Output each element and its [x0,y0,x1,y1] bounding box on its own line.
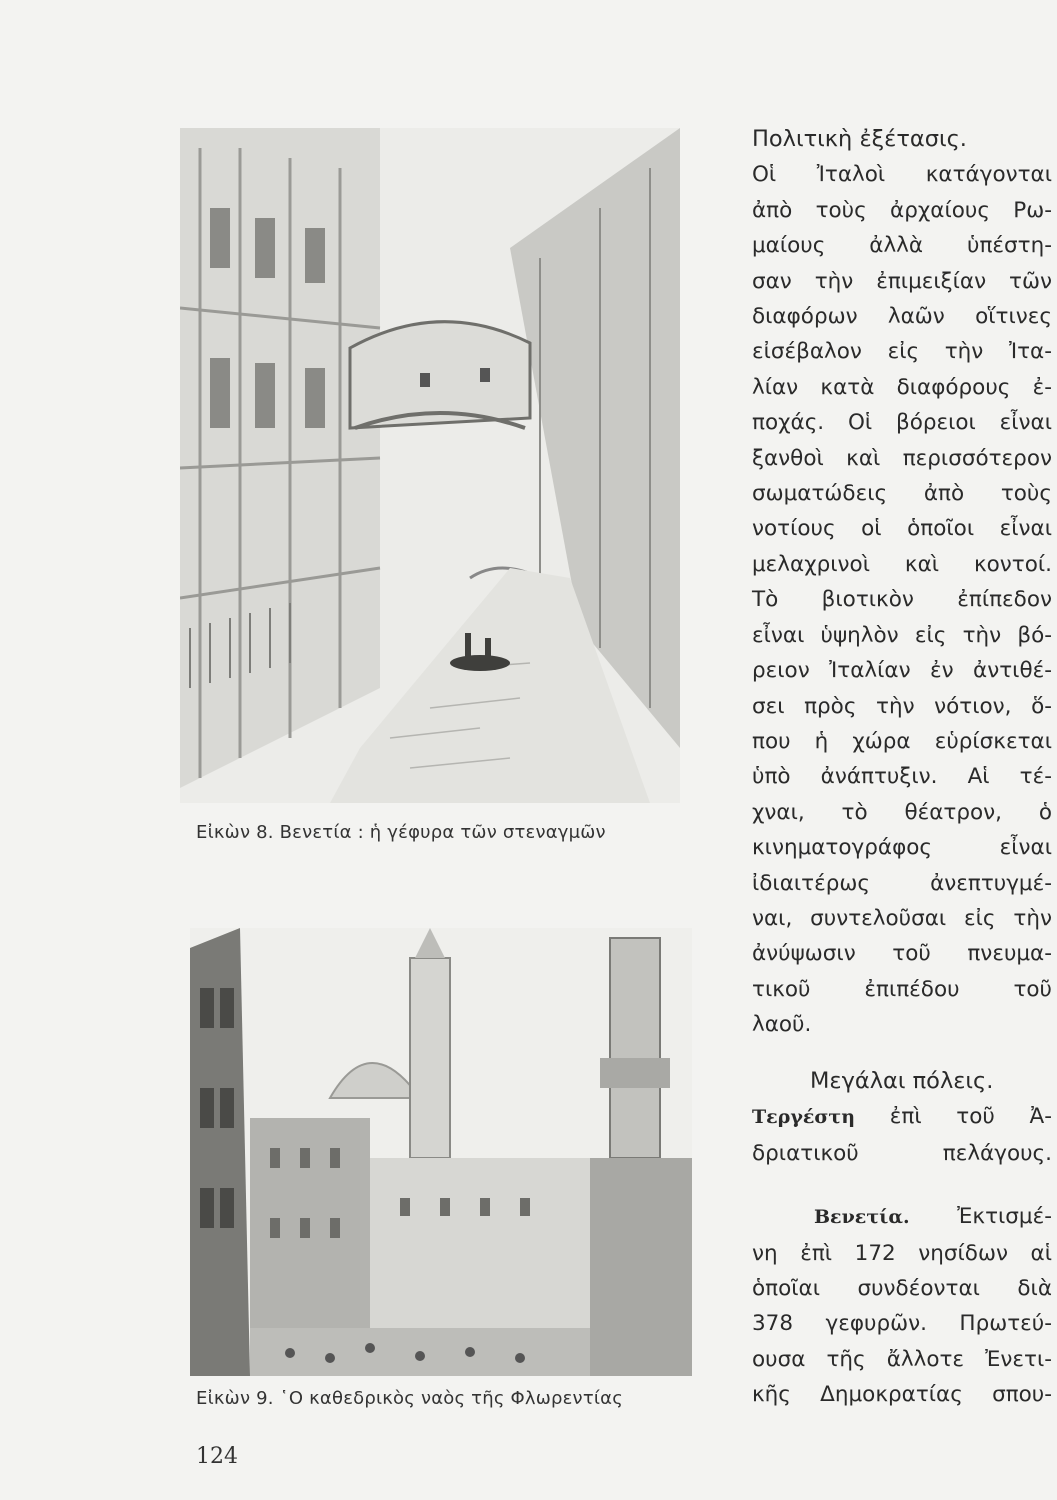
text-line: νη ἐπὶ 172 νησίδων αἱ [752,1240,1052,1266]
photo-bridge-of-sighs [180,128,680,803]
text-line: ουσα τῆς ἄλλοτε Ἐνετι- [752,1346,1052,1372]
text-line: ἀπὸ τοὺς ἀρχαίους Ρω- [752,197,1052,223]
text-line: ρειον Ἰταλίαν ἐν ἀντιθέ- [752,658,1052,684]
text-line: τικοῦ ἐπιπέδου τοῦ [752,976,1052,1002]
political-section [752,122,1052,1043]
text-line: χναι, τὸ θέατρον, ὁ [752,799,1052,825]
text-line: λίαν κατὰ διαφόρους ἐ- [752,374,1052,400]
text-line: ξανθοὶ καὶ περισσότερον [752,445,1052,471]
text-line: ποχάς. Οἱ βόρειοι εἶναι [752,410,1052,436]
text-line: ὑπὸ ἀνάπτυξιν. Αἱ τέ- [752,764,1052,790]
text-line: κινηματογράφος εἶναι [752,835,1052,861]
text-line: ἰδιαιτέρως ἀνεπτυγμέ- [752,870,1052,896]
text-line: μαίους ἀλλὰ ὑπέστη- [752,233,1052,259]
venice-text: Ἐκτισμέ- [957,1204,1052,1230]
photo-florence-cathedral [190,928,692,1376]
figure-9-caption: Εἰκὼν 9. ῾Ο καθεδρικὸς ναὸς τῆς Φλωρεντίας [196,1388,623,1409]
text-line: εἶναι ὑψηλὸν εἰς τὴν βό- [752,622,1052,648]
text-line: σωματώδεις ἀπὸ τοὺς [752,481,1052,507]
text-line: Οἱ Ἰταλοὶ κατάγονται [752,162,1052,188]
text-line: μελαχρινοὶ καὶ κοντοί. [752,551,1052,577]
text-line: κῆς Δημοκρατίας σπου- [752,1382,1052,1408]
trieste-name: Τεργέστη [752,1106,856,1129]
text-line: ὁποῖαι συνδέονται διὰ [752,1276,1052,1302]
text-line: δριατικοῦ πελάγους. [752,1140,1052,1166]
text-line: διαφόρων λαῶν οἵτινες [752,304,1052,330]
text-line: νοτίους οἱ ὁποῖοι εἶναι [752,516,1052,542]
text-line: εἰσέβαλον εἰς τὴν Ἰτα- [752,339,1052,365]
text-line: λαοῦ. [752,1012,812,1038]
text-line: ναι, συντελοῦσαι εἰς τὴν [752,905,1052,931]
venice-line [752,1199,1052,1235]
figure-8-caption: Εἰκὼν 8. Βενετία : ἡ γέφυρα τῶν στεναγμῶν [196,822,606,843]
page-number: 124 [196,1444,238,1469]
cities-section [752,1064,1052,1413]
venice-name: Βενετία. [814,1206,910,1229]
text-line: που ἡ χώρα εὑρίσκεται [752,728,1052,754]
section-heading-cities: Μεγάλαι πόλεις. [810,1068,994,1094]
trieste-line [752,1099,1052,1135]
section-heading-political: Πολιτικὴ ἐξέτασις. [752,126,967,152]
text-line: Τὸ βιοτικὸν ἐπίπεδον [752,587,1052,613]
text-line: σει πρὸς τὴν νότιον, ὅ- [752,693,1052,719]
text-line: 378 γεφυρῶν. Πρωτεύ- [752,1311,1052,1337]
trieste-text: ἐπὶ τοῦ Ἀ- [889,1104,1053,1130]
text-line: ἀνύψωσιν τοῦ πνευμα- [752,941,1052,967]
text-line: σαν τὴν ἐπιμειξίαν τῶν [752,268,1052,294]
